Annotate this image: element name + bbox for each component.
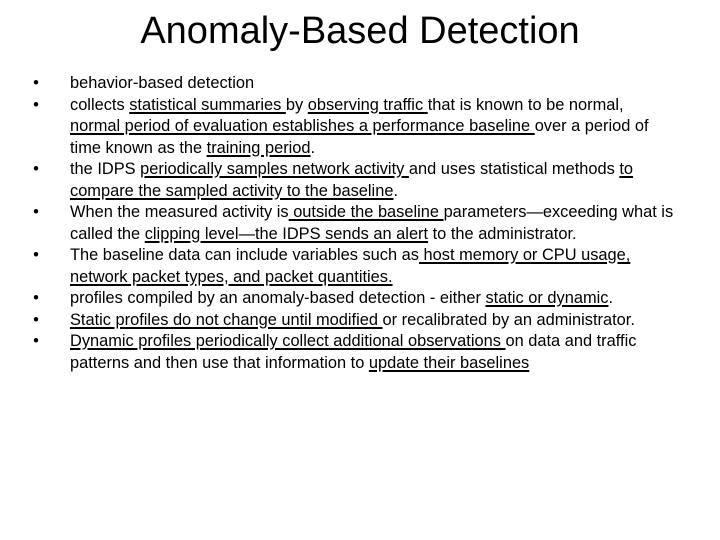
bullet-text: . [393, 181, 398, 200]
bullet-text: behavior-based detection [70, 74, 255, 92]
bullet-text: and uses statistical methods [408, 160, 620, 178]
bullet-text: When the measured activity is [70, 203, 289, 221]
bullet-text: . [608, 289, 614, 307]
bullet-dot-icon: • [33, 74, 39, 92]
bullet-item [28, 159, 678, 202]
bullet-text: or recalibrated by an administrator. [382, 310, 635, 329]
bullet-item [28, 310, 678, 332]
bullet-dot-icon: • [33, 160, 39, 178]
underlined-text: outside the baseline [288, 203, 444, 221]
bullet-text: that is known to be normal, [427, 95, 624, 114]
bullet-text: collects [70, 95, 130, 114]
underlined-text: statistical summaries [129, 95, 286, 114]
bullet-text: by [285, 95, 308, 114]
bullet-dot-icon: • [33, 332, 39, 350]
slide-title: Anomaly-Based Detection [140, 10, 580, 52]
underlined-text: clipping level—the IDPS sends an alert [144, 224, 429, 243]
underlined-text: periodically samples network activity [140, 160, 409, 178]
bullet-dot-icon: • [33, 203, 39, 221]
bullet-item [28, 202, 678, 245]
bullet-item [28, 95, 678, 160]
underlined-text: to compare the sampled activity to the baseline [70, 160, 634, 200]
bullet-text: The baseline data can include variables such as [70, 246, 419, 264]
bullet-dot-icon: • [33, 246, 39, 264]
underlined-text: normal period of evaluation establishes a performance baseline [70, 117, 535, 135]
bullet-item [28, 331, 678, 374]
bullet-text: over a period of time known as the [70, 117, 649, 157]
underlined-text: training period [206, 138, 311, 157]
bullet-text: the IDPS [70, 160, 141, 178]
underlined-text: observing traffic [307, 95, 428, 114]
underlined-text: update their baselines [368, 353, 530, 372]
underlined-text: Dynamic profiles periodically collect additional observations [70, 332, 506, 350]
bullet-text: profiles compiled by an anomaly-based detection - either [70, 289, 486, 307]
bullet-text: on data and traffic patterns and then use that information to [70, 332, 637, 372]
bullet-text: parameters—exceeding what is called the [70, 203, 674, 243]
bullet-item [28, 288, 678, 310]
bullet-list [28, 73, 678, 374]
bullet-item [28, 245, 678, 288]
bullet-dot-icon: • [33, 289, 39, 307]
bullet-dot-icon: • [33, 310, 39, 329]
bullet-item [28, 73, 678, 95]
underlined-text: static or dynamic [485, 289, 609, 307]
underlined-text: host memory or CPU usage, network packet types, and packet quantities. [70, 246, 631, 286]
underlined-text: Static profiles do not change until modified [70, 310, 383, 329]
bullet-text: . [310, 138, 316, 157]
bullet-dot-icon: • [33, 95, 39, 114]
bullet-text: to the administrator. [428, 224, 577, 243]
